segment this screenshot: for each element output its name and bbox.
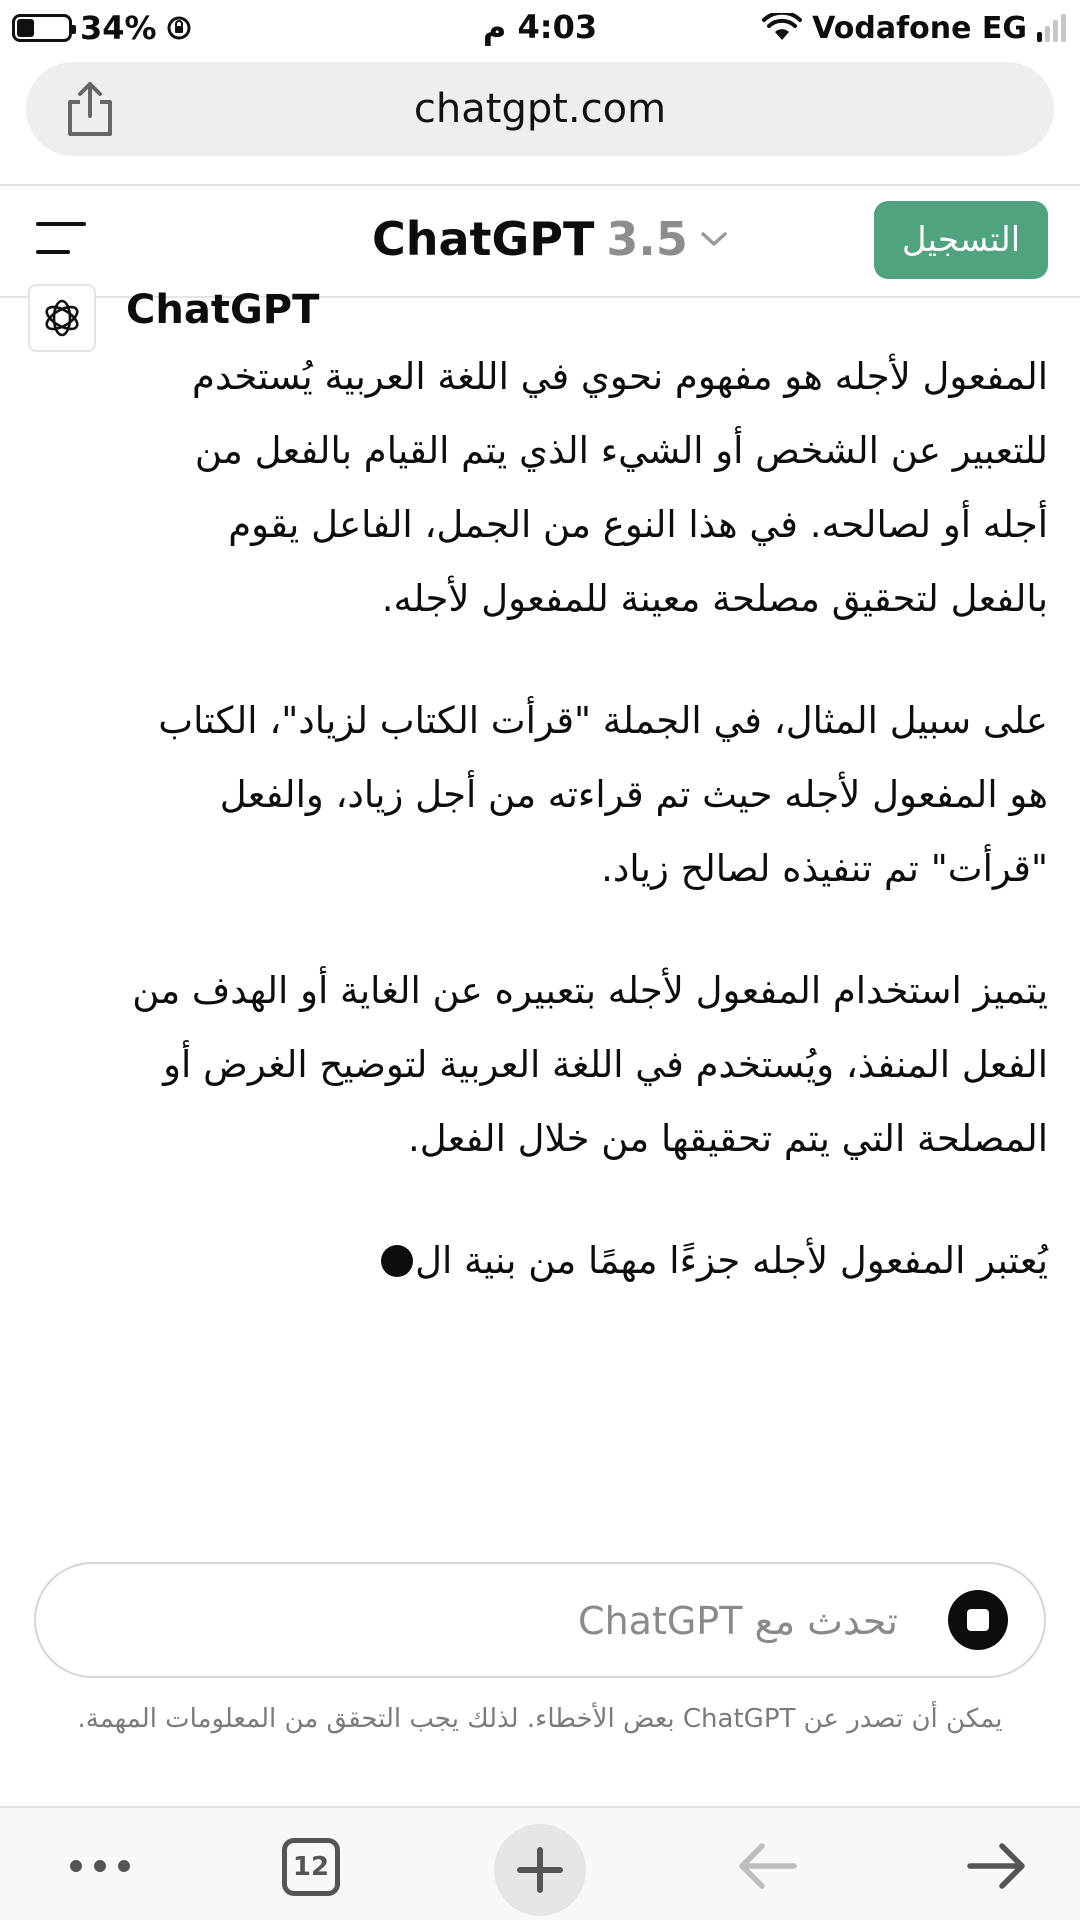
message-composer[interactable] [34, 1562, 1046, 1678]
model-version: 3.5 [606, 212, 688, 266]
streaming-cursor [381, 1245, 413, 1277]
more-icon[interactable] [70, 1860, 130, 1872]
message-paragraph: يُعتبر المفعول لأجله جزءًا مهمًا من بنية ال [415, 1239, 1048, 1282]
tabs-button[interactable]: 12 [282, 1838, 340, 1896]
message-paragraph-streaming [120, 1224, 1048, 1298]
plus-icon [494, 1824, 586, 1916]
battery-percent: 34% [80, 9, 157, 47]
message-sender: ChatGPT [126, 287, 320, 333]
network-status [762, 8, 1066, 48]
url-bar[interactable] [26, 62, 1054, 156]
cell-signal-icon [1037, 14, 1066, 42]
status-bar [0, 0, 1080, 56]
openai-logo-icon [40, 296, 84, 340]
divider [0, 184, 1080, 186]
message-paragraph: يتميز استخدام المفعول لأجله بتعبيره عن الغاية أو الهدف من الفعل المنفذ، ويُستخدم في اللغة العربية لتوضيح الغرض أو المصلحة التي يتم تحقيقها من خلال الفعل. [132, 969, 1048, 1160]
back-arrow-icon[interactable] [736, 1840, 798, 1892]
stop-generating-button[interactable] [948, 1590, 1008, 1650]
browser-toolbar [0, 1806, 1080, 1920]
app-name: ChatGPT [372, 212, 595, 266]
carrier-name: Vodafone EG [812, 10, 1027, 46]
chevron-down-icon [700, 230, 728, 248]
signup-button[interactable]: التسجيل [874, 201, 1048, 279]
message-paragraph: على سبيل المثال، في الجملة "قرأت الكتاب لزياد"، الكتاب هو المفعول لأجله حيث تم قراءته من أجل زياد، والفعل "قرأت" تم تنفيذه لصالح زياد. [158, 699, 1048, 890]
message-input[interactable] [76, 1564, 900, 1678]
url-text[interactable]: chatgpt.com [413, 86, 667, 132]
new-tab-button[interactable] [494, 1824, 586, 1916]
menu-icon[interactable] [36, 222, 88, 256]
message-paragraph: المفعول لأجله هو مفهوم نحوي في اللغة العربية يُستخدم للتعبير عن الشخص أو الشيء الذي يتم القيام بالفعل من أجله أو لصالحه. في هذا النوع من الجمل، الفاعل يقوم بالفعل لتحقيق مصلحة معينة للمفعول لأجله. [192, 355, 1048, 620]
model-switcher[interactable] [372, 208, 728, 270]
assistant-message [120, 340, 1048, 1346]
status-time: 4:03 م [482, 8, 598, 46]
forward-arrow-icon[interactable] [966, 1840, 1028, 1892]
wifi-icon [762, 13, 802, 43]
chatgpt-avatar [28, 284, 96, 352]
disclaimer-text: يمكن أن تصدر عن ChatGPT بعض الأخطاء. لذلك يجب التحقق من المعلومات المهمة. [77, 1704, 1003, 1734]
stop-icon [967, 1609, 989, 1631]
